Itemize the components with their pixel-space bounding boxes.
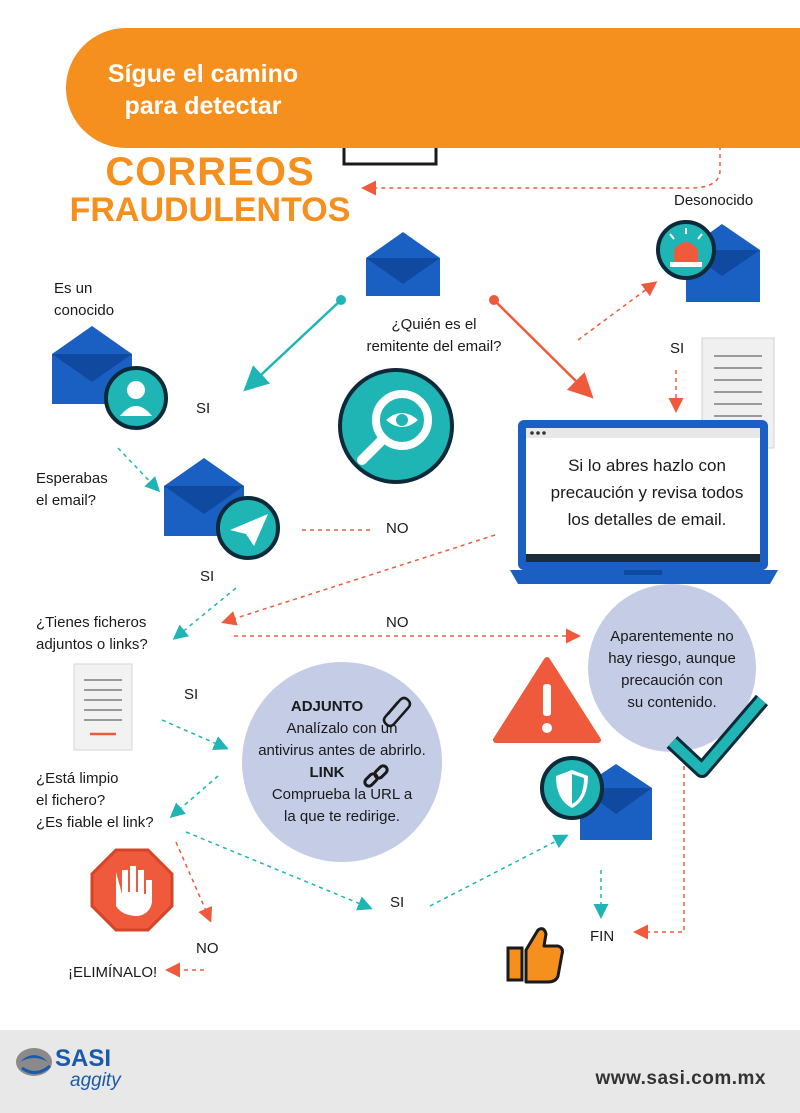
magnifier-eye-icon <box>340 370 452 482</box>
si-known-label: SI <box>196 400 211 417</box>
stop-hand-icon <box>92 850 172 930</box>
no-expected-label: NO <box>386 520 409 537</box>
question-sender <box>344 314 524 358</box>
banner-text <box>78 58 328 122</box>
logo-sasi: SASI <box>55 1045 112 1072</box>
banner-line-2: para detectar <box>124 92 282 120</box>
question-sender-line-1: ¿Quién es el <box>391 316 477 333</box>
arrow-to-known <box>247 295 346 388</box>
adjunto-line-1: Analízalo con un <box>286 720 398 737</box>
si-expected-label: SI <box>200 568 215 585</box>
known-line-2: conocido <box>54 302 115 319</box>
banner-line-1: Sígue el camino <box>107 60 299 88</box>
no-risk-line-1: Aparentemente no <box>610 628 734 645</box>
question-sender-line-2: remitente del email? <box>366 338 502 355</box>
no-risk-line-4: su contenido. <box>627 694 717 711</box>
si-attachments-label: SI <box>184 686 199 703</box>
warning-icon <box>496 660 598 740</box>
attachments-line-1: ¿Tienes ficheros <box>36 614 147 631</box>
known-sender-icon <box>52 326 166 428</box>
expected-label <box>36 468 108 512</box>
arrow-expected-si <box>175 588 236 638</box>
unknown-sender-icon <box>658 222 760 302</box>
no-attachments-label: NO <box>386 614 409 631</box>
no-risk-line-2: hay riesgo, aunque <box>608 650 736 667</box>
link-line-1: Comprueba la URL a <box>271 786 413 803</box>
clean-line-2: el fichero? <box>36 792 106 809</box>
known-label <box>54 278 114 322</box>
fin-label: FIN <box>590 928 615 945</box>
logo-aggity: aggity <box>70 1070 121 1091</box>
screen-line-2: precaución y revisa todos <box>550 483 744 502</box>
no-clean-label: NO <box>196 940 219 957</box>
attachment-document-icon <box>74 664 132 750</box>
unknown-label: Desonocido <box>674 192 754 209</box>
arrow-attachments-si <box>162 720 226 748</box>
si-unknown-label: SI <box>670 340 685 357</box>
attachments-line-2: adjuntos o links? <box>36 636 148 653</box>
title-line-1: CORREOS <box>105 150 315 194</box>
no-risk-line-3: precaución con <box>621 672 723 689</box>
thumbs-up-icon <box>508 929 563 982</box>
arrow-clean-no <box>176 842 210 920</box>
known-line-1: Es un <box>54 280 93 297</box>
expected-line-2: el email? <box>36 492 97 509</box>
no-risk-text <box>596 626 748 714</box>
adjunto-line-2: antivirus antes de abrirlo. <box>258 742 426 759</box>
laptop-screen-text <box>532 452 762 533</box>
expected-line-1: Esperabas <box>36 470 108 487</box>
clean-line-1: ¿Está limpio <box>36 770 119 787</box>
adjunto-title: ADJUNTO <box>290 698 364 715</box>
si-clean-label: SI <box>390 894 405 911</box>
clean-label <box>36 768 154 834</box>
delete-label: ¡ELIMÍNALO! <box>68 964 158 981</box>
link-title: LINK <box>309 764 345 781</box>
arrow-to-clean <box>172 776 218 816</box>
expected-email-icon <box>164 458 278 558</box>
screen-line-1: Si lo abres hazlo con <box>568 456 726 475</box>
link-line-2: la que te redirige. <box>284 808 400 825</box>
footer-url[interactable]: www.sasi.com.mx <box>595 1068 766 1089</box>
clean-line-3: ¿Es fiable el link? <box>36 814 154 831</box>
arrow-si-to-shield <box>430 836 566 906</box>
screen-line-3: los detalles de email. <box>567 510 727 529</box>
sasi-logo-mark <box>14 1044 58 1084</box>
title-line-2: FRAUDULENTOS <box>69 191 351 229</box>
arrow-to-unknown <box>578 283 655 340</box>
shield-envelope-icon <box>542 758 652 840</box>
attachments-label <box>36 612 148 656</box>
envelope-icon <box>366 232 440 296</box>
arrow-to-expected <box>118 448 158 490</box>
adjunto-link-text <box>244 696 440 828</box>
